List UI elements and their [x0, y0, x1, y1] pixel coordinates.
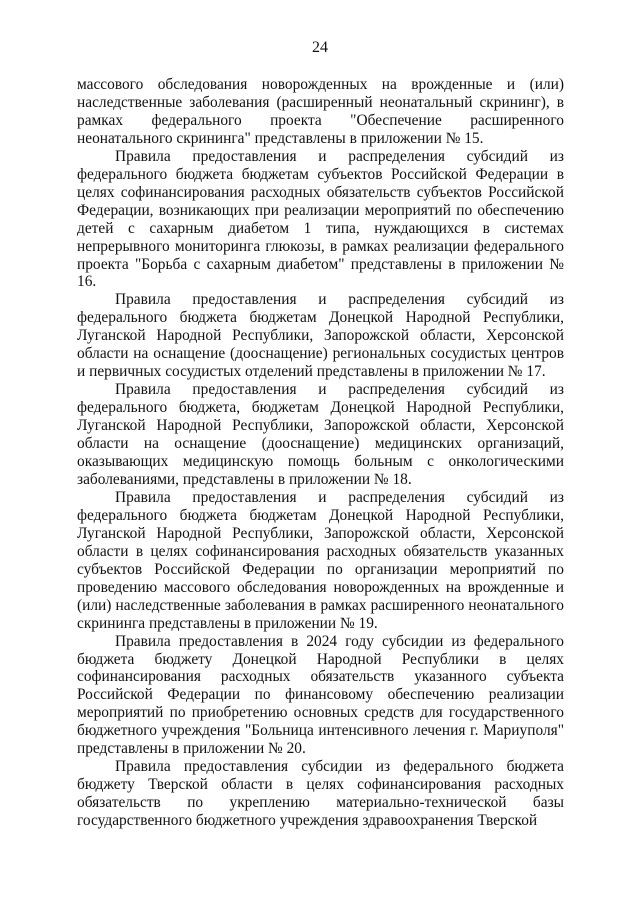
document-body — [77, 76, 564, 830]
paragraph-appendix-20: Правила предоставления в 2024 году субсидии из федерального бюджета бюджету Донецкой Народной Республики в целях софинансирования расходных обязательств указанного субъекта Российской Федерации по финансовому обеспечению реализации мероприятий по приобретению основных средств для государственного бюджетного учреждения "Больница интенсивного лечения г. Мариуполя" представлены в приложении № 20. — [77, 632, 564, 758]
paragraph-continuation: массового обследования новорожденных на врожденные и (или) наследственные заболевания (расширенный неонатальный скрининг), в рамках федерального проекта "Обеспечение расширенного неонатального скрининга" представлены в приложении № 15. — [77, 76, 564, 147]
paragraph-appendix-16: Правила предоставления и распределения субсидий из федерального бюджета бюджетам субъектов Российской Федерации в целях софинансирования расходных обязательств субъектов Российской Федерации, возникающих при реализации мероприятий по обеспечению детей с сахарным диабетом 1 типа, нуждающихся в системах непрерывного мониторинга глюкозы, в рамках реализации федерального проекта "Борьба с сахарным диабетом" представлены в приложении № 16. — [77, 147, 564, 291]
paragraph-appendix-17: Правила предоставления и распределения субсидий из федерального бюджета бюджетам Донецкой Народной Республики, Луганской Народной Республики, Запорожской области, Херсонской области на оснащение (дооснащение) региональных сосудистых центров и первичных сосудистых отделений представлены в приложении № 17. — [77, 291, 564, 381]
paragraph-tver-subsidy: Правила предоставления субсидии из федерального бюджета бюджету Тверской области в целях софинансирования расходных обязательств по укреплению материально-технической базы государственного бюджетного учреждения здравоохранения Тверской — [77, 758, 564, 830]
page-number: 24 — [312, 39, 328, 56]
paragraph-appendix-18: Правила предоставления и распределения субсидий из федерального бюджета, бюджетам Донецкой Народной Республики, Луганской Народной Республики, Запорожской области, Херсонской области на оснащение (дооснащение) медицинских организаций, оказывающих медицинскую помощь больным с онкологическими заболеваниями, представлены в приложении № 18. — [77, 381, 564, 488]
paragraph-appendix-19: Правила предоставления и распределения субсидий из федерального бюджета бюджетам Донецкой Народной Республики, Луганской Народной Республики, Запорожской области, Херсонской области в целях софинансирования расходных обязательств указанных субъектов Российской Федерации по организации мероприятий по проведению массового обследования новорожденных на врожденные и (или) наследственные заболевания в рамках расширенного неонатального скрининга представлены в приложении № 19. — [77, 488, 564, 632]
